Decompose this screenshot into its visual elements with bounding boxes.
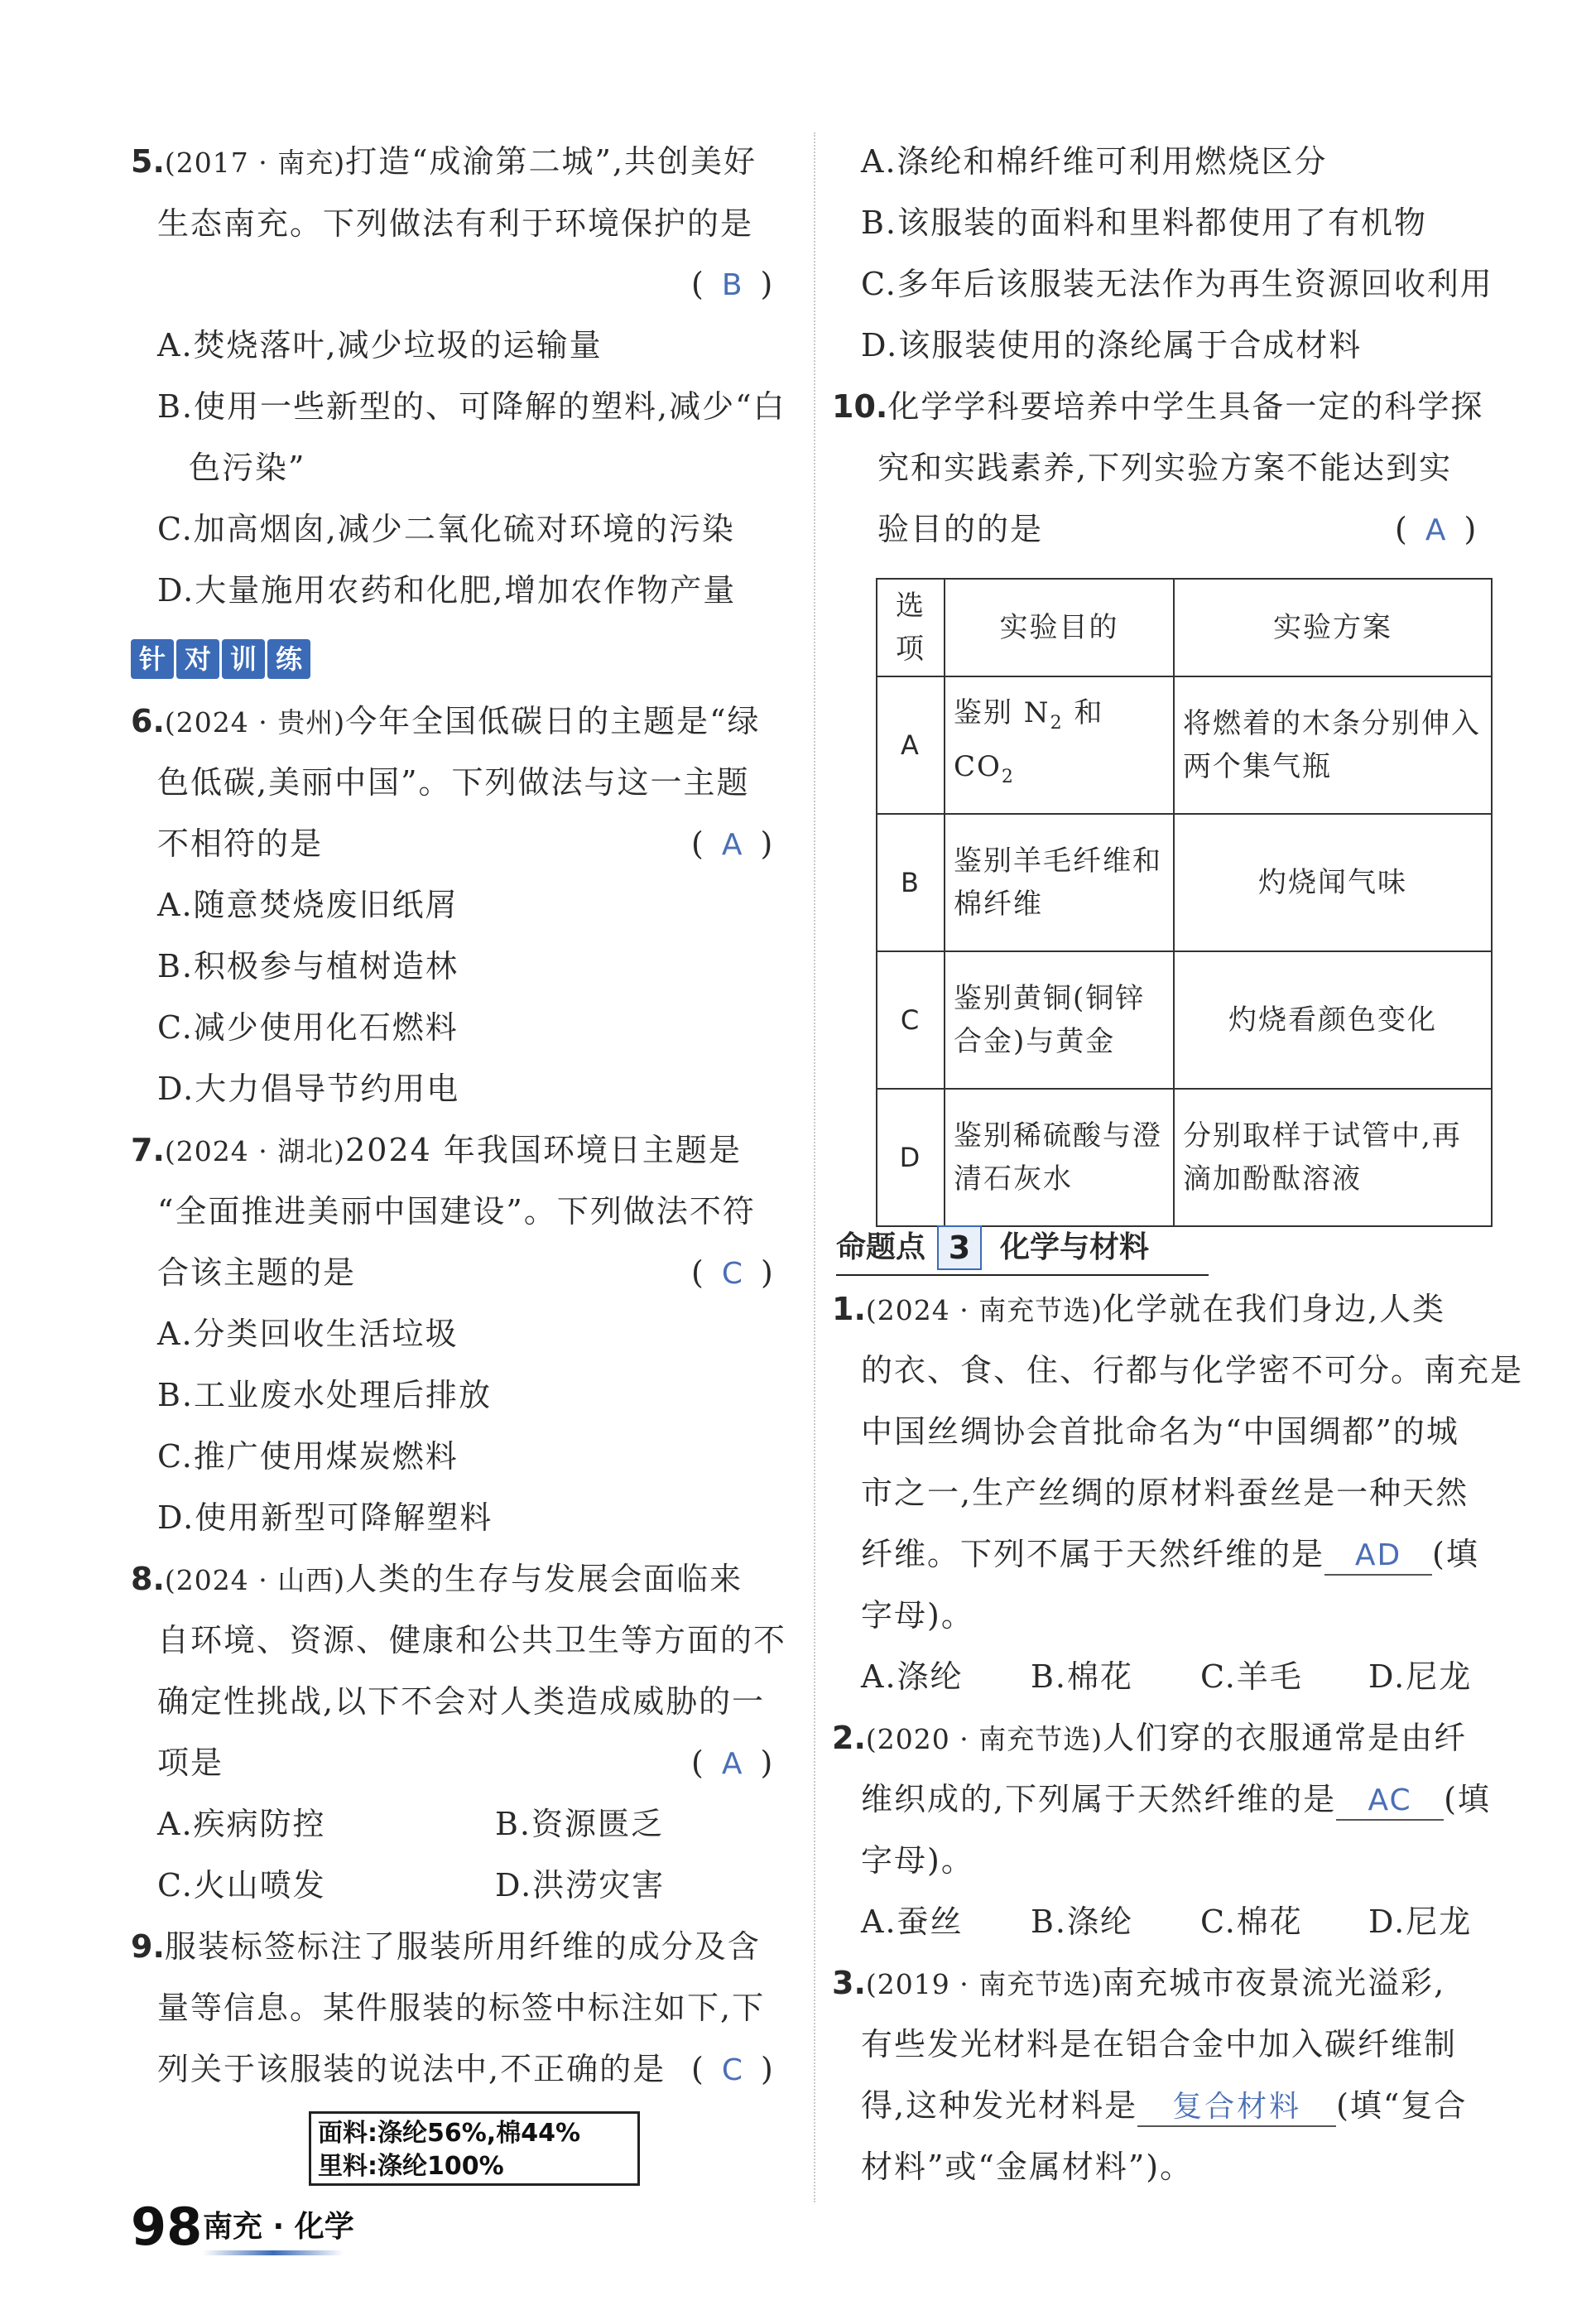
q6-option-c: C.减少使用化石燃料 (157, 1009, 459, 1046)
q8-number: 8. (131, 1561, 165, 1597)
q9-answer-slot: ( C ) (691, 2051, 773, 2087)
badge-char: 针 (131, 639, 174, 679)
q10-stem-line1 (832, 386, 1483, 427)
q9-stem-line1 (131, 1926, 761, 1967)
q7-option-c: C.推广使用煤炭燃料 (157, 1438, 459, 1475)
table-cell-goal: 鉴别羊毛纤维和棉纤维 (945, 814, 1174, 951)
table-header: 实验方案 (1174, 579, 1492, 676)
label-lining: 里料:涤纶100% (318, 2152, 504, 2181)
q5-answer-slot: ( B ) (691, 266, 773, 302)
q7-option-b: B.工业废水处理后排放 (157, 1377, 493, 1413)
section-title: 化学与材料 (1000, 1230, 1150, 1264)
q8-stem1: 人类的生存与发展会面临来 (345, 1561, 743, 1597)
q9-number: 9. (131, 1928, 165, 1965)
s3-stem-line1 (832, 1962, 1445, 2005)
table-cell-option: A (877, 676, 945, 814)
table-row (877, 951, 1492, 1089)
table-cell-plan: 将燃着的木条分别伸入两个集气瓶 (1174, 676, 1492, 814)
q8-option-c: C.火山喷发 (157, 1867, 326, 1903)
q5-stem-line2: 生态南充。下列做法有利于环境保护的是 (157, 205, 754, 242)
s2-answer-blank: AC (1336, 1783, 1444, 1821)
q7-source: (2024 · 湖北) (164, 1135, 346, 1167)
q8-stem-line1 (131, 1558, 743, 1601)
q8-answer: A (721, 1747, 743, 1781)
q5-option-b-cont: 色污染” (189, 450, 306, 486)
table-cell-goal: 鉴别 $N_2$ 和 $CO_2$ (945, 676, 1174, 814)
q6-number: 6. (131, 703, 165, 739)
q6-stem-line3: 不相符的是 (157, 825, 324, 862)
s1-option-c: C.羊毛 (1200, 1658, 1303, 1695)
table-cell-goal: 鉴别黄铜(铜锌合金)与黄金 (945, 951, 1174, 1089)
s1-stem-line3: 中国丝绸协会首批命名为“中国绸都”的城 (861, 1413, 1459, 1450)
q5-stem-line1 (131, 141, 757, 184)
q10-answer: A (1425, 513, 1446, 547)
table-cell-plan: 灼烧闻气味 (1174, 814, 1492, 951)
s2-option-d: D.尼龙 (1368, 1903, 1473, 1940)
badge-char: 练 (267, 639, 310, 679)
table-header-row (877, 579, 1492, 676)
q7-stem1: 2024 年我国环境日主题是 (345, 1132, 742, 1168)
s1-source: (2024 · 南充节选) (865, 1294, 1103, 1326)
q7-stem-line2: “全面推进美丽中国建设”。下列做法不符 (157, 1193, 756, 1230)
q9-stem1: 服装标签标注了服装所用纤维的成分及含 (164, 1928, 761, 1965)
q9-option-d: D.该服装使用的涤纶属于合成材料 (861, 327, 1363, 363)
s1-stem-line2: 的衣、食、住、行都与化学密不可分。南充是 (861, 1352, 1524, 1388)
table-row (877, 814, 1492, 951)
table-cell-plan: 分别取样于试管中,再滴加酚酞溶液 (1174, 1089, 1492, 1226)
s1-option-d: D.尼龙 (1368, 1658, 1473, 1695)
q8-option-a: A.疾病防控 (157, 1806, 326, 1842)
table-header: 实验目的 (945, 579, 1174, 676)
s3-stem1: 南充城市夜景流光溢彩, (1103, 1965, 1446, 2001)
footer-accent-bar (203, 2250, 344, 2255)
s1-stem-line5: 纤维。下列不属于天然纤维的是 AD (填 (861, 1533, 1479, 1576)
s2-stem-line2: 维织成的,下列属于天然纤维的是 AC (填 (861, 1778, 1491, 1821)
table-row (877, 1089, 1492, 1226)
q6-answer-slot: ( A ) (691, 825, 773, 862)
s1-answer-blank: AD (1324, 1538, 1432, 1576)
s2-option-a: A.蚕丝 (861, 1903, 964, 1940)
table-cell-option: B (877, 814, 945, 951)
footer-title: 南充 · 化学 (203, 2210, 354, 2244)
q6-stem-line2: 色低碳,美丽中国”。下列做法与这一主题 (157, 764, 750, 801)
q6-option-a: A.随意焚烧废旧纸屑 (157, 887, 459, 923)
s1-option-a: A.涤纶 (861, 1658, 964, 1695)
q5-stem1: 打造“成渝第二城”,共创美好 (345, 143, 757, 180)
table-cell-option: D (877, 1089, 945, 1226)
q8-option-b: B.资源匮乏 (495, 1806, 665, 1842)
s1-number: 1. (832, 1291, 866, 1327)
q5-source: (2017 · 南充) (164, 147, 346, 179)
s2-stem-line3: 字母)。 (861, 1842, 974, 1879)
q5-option-c: C.加高烟囱,减少二氧化硫对环境的污染 (157, 511, 735, 547)
q5-number: 5. (131, 143, 165, 180)
table-row (877, 676, 1492, 814)
section-heading (836, 1221, 1209, 1276)
q5-option-b: B.使用一些新型的、可降解的塑料,减少“白 (157, 388, 786, 425)
q10-stem1: 化学学科要培养中学生具备一定的科学探 (887, 388, 1484, 425)
q6-option-d: D.大力倡导节约用电 (157, 1071, 460, 1107)
q6-stem-line1 (131, 700, 761, 744)
section-number: 3 (937, 1225, 982, 1270)
q9-option-c: C.多年后该服装无法作为再生资源回收利用 (861, 266, 1493, 302)
garment-label (309, 2111, 640, 2186)
section-prefix: 命题点 (836, 1230, 926, 1264)
s2-stem-line1 (832, 1717, 1467, 1760)
q9-stem-line2: 量等信息。某件服装的标签中标注如下,下 (157, 1990, 766, 2026)
q9-option-b: B.该服装的面料和里料都使用了有机物 (861, 205, 1428, 241)
s3-number: 3. (832, 1965, 866, 2001)
q7-number: 7. (131, 1132, 165, 1168)
s1-stem-line6: 字母)。 (861, 1597, 974, 1634)
table-cell-plan: 灼烧看颜色变化 (1174, 951, 1492, 1089)
s3-stem-line2: 有些发光材料是在铝合金中加入碳纤维制 (861, 2026, 1458, 2062)
q6-source: (2024 · 贵州) (164, 706, 346, 739)
s1-stem-line4: 市之一,生产丝绸的原材料蚕丝是一种天然 (861, 1475, 1469, 1511)
q8-stem-line3: 确定性挑战,以下不会对人类造成威胁的一 (157, 1683, 766, 1720)
s2-stem1: 人们穿的衣服通常是由纤 (1103, 1720, 1468, 1756)
q10-answer-slot: ( A ) (1395, 511, 1477, 547)
q7-option-d: D.使用新型可降解塑料 (157, 1499, 493, 1536)
q8-stem-line2: 自环境、资源、健康和公共卫生等方面的不 (157, 1622, 787, 1658)
q6-stem1: 今年全国低碳日的主题是“绿 (345, 703, 761, 739)
s3-stem-line3: 得,这种发光材料是 复合材料 (填“复合 (861, 2085, 1467, 2127)
table-cell-option: C (877, 951, 945, 1089)
q5-answer: B (721, 268, 743, 302)
s3-stem-line4: 材料”或“金属材料”)。 (861, 2149, 1194, 2185)
column-divider (814, 132, 815, 2202)
q9-option-a: A.涤纶和棉纤维可利用燃烧区分 (861, 143, 1328, 180)
s2-option-b: B.涤纶 (1031, 1903, 1134, 1940)
q5-option-a: A.焚烧落叶,减少垃圾的运输量 (157, 327, 603, 363)
s2-number: 2. (832, 1720, 866, 1756)
q10-stem-line3: 验目的的是 (877, 511, 1044, 547)
q7-answer-slot: ( C ) (691, 1254, 773, 1291)
s3-answer-blank: 复合材料 (1137, 2089, 1336, 2127)
q9-stem-line3: 列关于该服装的说法中,不正确的是 (157, 2051, 666, 2087)
page-number: 98 (131, 2197, 203, 2257)
q8-stem-line4: 项是 (157, 1745, 224, 1781)
q8-answer-slot: ( A ) (691, 1745, 773, 1781)
q8-option-d: D.洪涝灾害 (495, 1867, 666, 1903)
q7-stem-line3: 合该主题的是 (157, 1254, 357, 1291)
q8-source: (2024 · 山西) (164, 1564, 346, 1596)
s1-option-b: B.棉花 (1031, 1658, 1134, 1695)
s2-source: (2020 · 南充节选) (865, 1723, 1103, 1755)
s3-source: (2019 · 南充节选) (865, 1968, 1103, 2000)
table-header: 选项 (877, 579, 945, 676)
badge-char: 对 (176, 639, 219, 679)
experiment-table (876, 578, 1493, 1227)
label-outer-fabric: 面料:涤纶56%,棉44% (318, 2119, 581, 2148)
badge-char: 训 (222, 639, 265, 679)
practice-badge (131, 639, 310, 679)
q7-stem-line1 (131, 1129, 742, 1172)
q6-option-b: B.积极参与植树造林 (157, 948, 459, 984)
s1-stem-line1 (832, 1288, 1445, 1331)
q5-option-d: D.大量施用农药和化肥,增加农作物产量 (157, 572, 737, 609)
q7-option-a: A.分类回收生活垃圾 (157, 1316, 459, 1352)
q9-answer: C (721, 2053, 743, 2087)
q6-answer: A (721, 828, 743, 862)
q7-answer: C (721, 1257, 743, 1291)
q10-number: 10. (832, 388, 888, 425)
s2-option-c: C.棉花 (1200, 1903, 1303, 1940)
table-cell-goal: 鉴别稀硫酸与澄清石灰水 (945, 1089, 1174, 1226)
q10-stem-line2: 究和实践素养,下列实验方案不能达到实 (877, 450, 1453, 486)
s1-stem1: 化学就在我们身边,人类 (1103, 1291, 1446, 1327)
